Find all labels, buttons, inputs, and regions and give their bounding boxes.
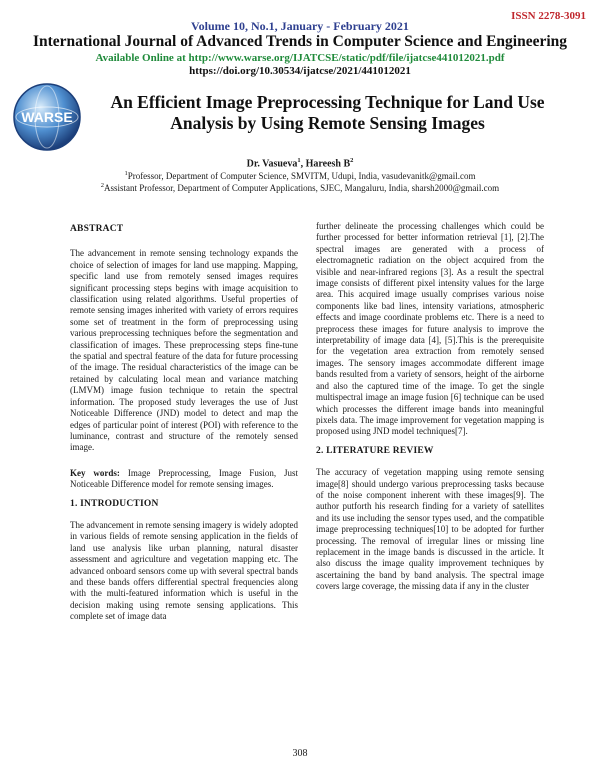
journal-name: International Journal of Advanced Trends in Computer Science and Engineering [32,33,568,50]
issn: ISSN 2278-3091 [511,10,586,22]
affiliation-2: $^2$Assistant Professor, Department of Computer Applications, SJEC, Mangaluru, India, sharsh2000@gmail.com [100,182,500,193]
introduction-text: The advancement in remote sensing imagery is widely adopted in various fields of remote sensing application in the fields of land use analysis like urban planning, natural disaster assessment and agriculture and vegetation mapping etc. The advanced onboard sensors come up with several spectral bands and these bands offers differential spectral frequencies along with the multi-featured information which is useful in the decision making using remote sensing applications. This complete set of image data [70,519,298,622]
svg-text:WARSE: WARSE [21,109,73,125]
paper-title: An Efficient Image Preprocessing Technique for Land Use Analysis by Using Remote Sensing Images [110,92,545,133]
abstract-text: The advancement in remote sensing technology expands the choice of selection of images for land use mapping. Mapping, specific land use from remotely sensed images requires significant processing steps begins with image acquisition to classification using related algorithms. Useful properties of remote sensing images inherited with variety of errors requires some set of treatment in the form of preprocessing using various preprocessing techniques before the segmentation and classification of images. These preprocessing steps fine-tune the spatial and spectral feature of the data for future processing of the image. The residual characteristics of the image can be retained by calculating local mean and variance matching (LMVM) image fusion technique to retain the spectral information. The proposed study leverages the use of Just Noticeable Difference (JND) model to detect and map the edges of particular point of interest (POI) with reference to the luminance, contrast and structure of the remotely sensed image. [70,248,298,453]
literature-review-text: The accuracy of vegetation mapping using remote sensing image[8] should undergo various preprocessing tasks because of the noise component inherent with these images[9]. The author putforth his research finding for a variety of satellites and its use including the sensor types used, and the compatible image preprocessing techniques[10] to be adopted for further processing. The removal of irregular lines or missing line replacement in the image bands is discussed in the article. It also discuss the image quality improvement techniques by ascertaining the band by band analysis. The spectral image covers large coverage, the missing data if any in the cluster [316,467,544,592]
literature-review-heading: 2. LITERATURE REVIEW [316,445,434,456]
left-column [70,224,298,631]
affiliation-1: $^1$Professor, Department of Computer Science, SMVITM, Udupi, India, vasudevanitk@gmail.com [124,170,476,181]
page-number: 308 [292,748,308,759]
warse-logo-icon [12,82,82,152]
keywords: Key words: Image Preprocessing, Image Fusion, Just Noticeable Difference model for remote sensing images. [70,467,298,490]
abstract-heading: ABSTRACT [70,224,124,234]
author-2: Hareesh B [305,158,351,170]
introduction-heading: 1. INTRODUCTION [70,498,159,509]
right-column [316,221,544,601]
authors-line: Dr. Vasueva$^1$, Hareesh $B^2$ [246,157,354,170]
intro-continued-text: further delineate the processing challenges which could be further processed for better information retrieval [1], [2].The spectral images are generated with a process of electromagnetic radiation on the object acquired from the visible and near-infrared regions [3]. As a result the spectral image consists of different pixel intensity values for the large area. This acquired image usually comprises various noise components like bad lines, intensity variations, atmospheric effects and image coordinate problems etc. There is a need to preprocess these images for future analysis to improve the interpretability of image data [4], [5].This is the prerequisite for the vegetation area extraction from remotely sensed images. The sensory images accommodate different image bands resulted from a variety of sensors, height of the airborne and also the captured time of the image. To get the single multispectral image an image fusion [6] technique can be used which processes the different image bands into meaningful pixels data. The image improvement for vegetation mapping is proposed using JND model techniques[7]. [316,221,544,437]
author-1: Dr. Vasueva [246,158,298,170]
available-online-link[interactable]: Available Online at http://www.warse.org/IJATCSE/static/pdf/file/ijatcse441012021.pdf [95,52,505,64]
doi-link[interactable]: https://doi.org/10.30534/ijatcse/2021/441012021 [189,65,411,77]
volume-line: Volume 10, No.1, January - February 2021 [191,19,409,33]
